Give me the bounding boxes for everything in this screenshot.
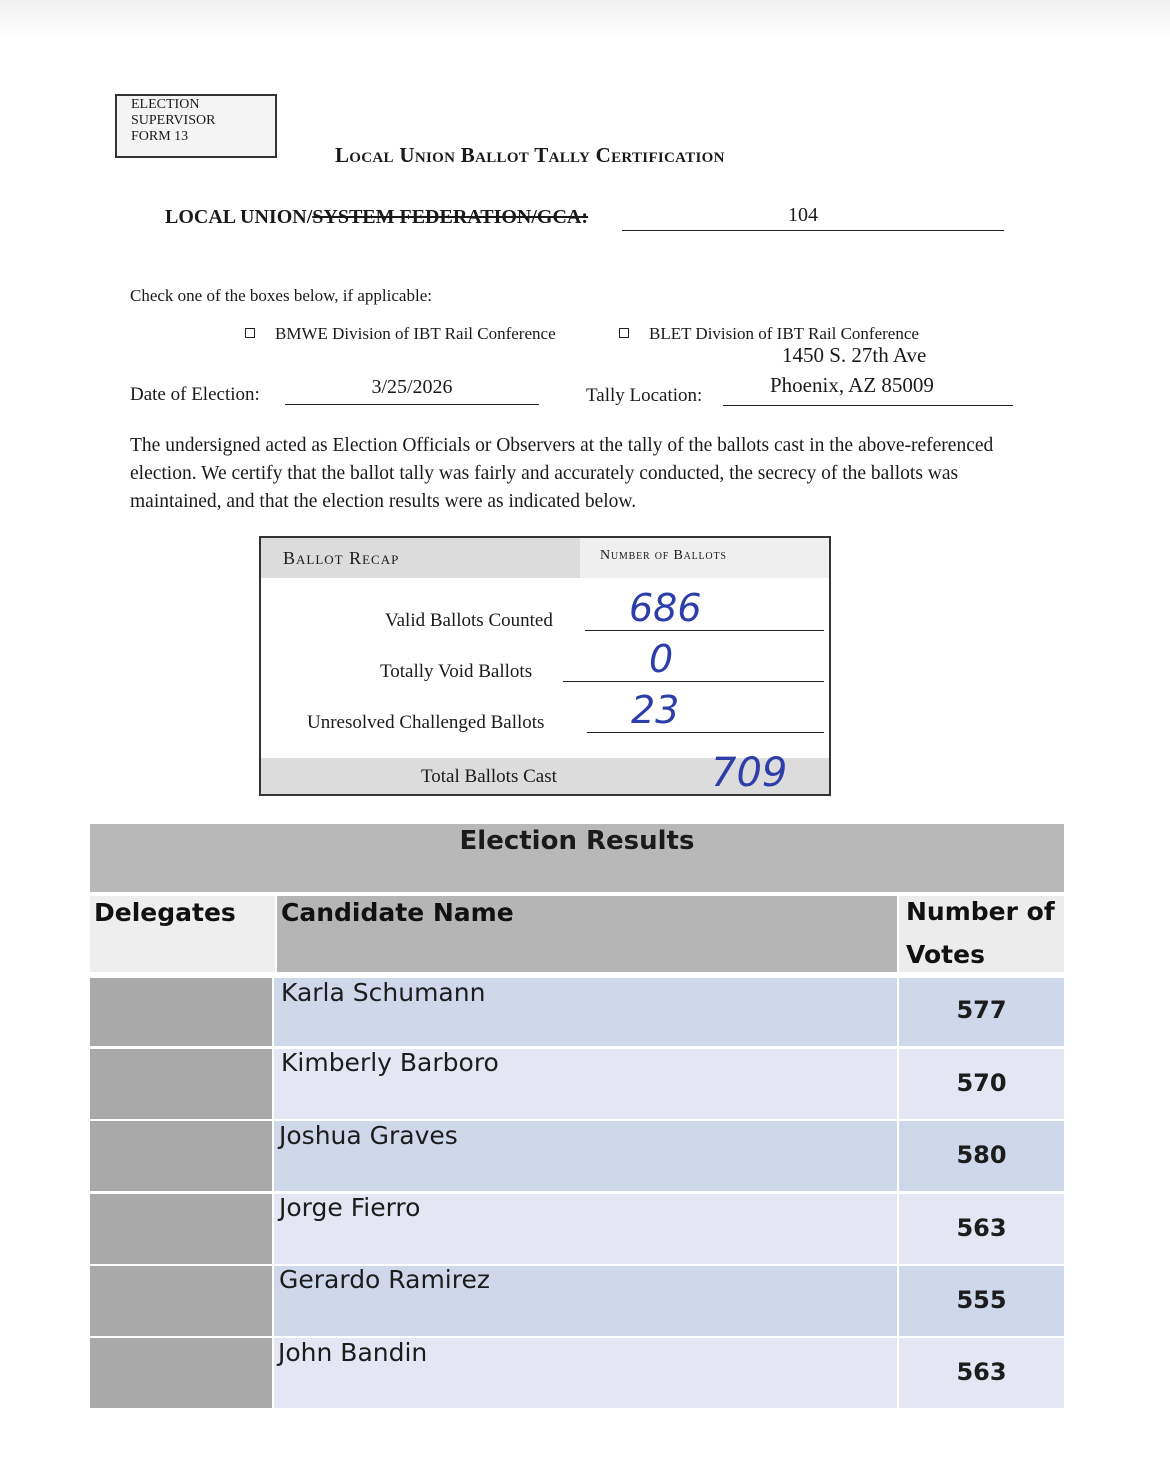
candidate-name: Joshua Graves xyxy=(279,1121,458,1150)
form-id-box xyxy=(115,94,277,158)
election-results-title: Election Results xyxy=(459,826,695,856)
candidate-votes: 563 xyxy=(956,1214,1007,1242)
candidate-votes: 555 xyxy=(956,1286,1007,1314)
date-of-election-underline xyxy=(285,404,539,405)
election-results-table xyxy=(88,824,1064,1408)
candidate-name: Karla Schumann xyxy=(281,978,486,1007)
number-of-votes-header xyxy=(906,898,1055,969)
tally-location-line-1[interactable]: 1450 S. 27th Ave xyxy=(782,343,927,367)
number-of-votes-header-line-1: Number of xyxy=(906,897,1055,926)
delegate-cell xyxy=(90,1194,272,1264)
void-ballots-value[interactable]: 0 xyxy=(649,637,674,681)
local-union-label-struck: SYSTEM FEDERATION/GCA: xyxy=(312,206,589,228)
tally-location-line-2[interactable]: Phoenix, AZ 85009 xyxy=(770,373,934,397)
bmwe-checkbox[interactable] xyxy=(245,328,255,338)
delegate-cell xyxy=(90,1121,272,1191)
number-of-ballots-title: Number of Ballots xyxy=(600,548,727,563)
valid-ballots-value[interactable]: 686 xyxy=(629,586,702,630)
delegate-cell xyxy=(90,1049,272,1119)
challenged-ballots-label: Unresolved Challenged Ballots xyxy=(307,712,545,733)
form-box-line-3: FORM 13 xyxy=(131,129,189,144)
local-union-underline xyxy=(622,230,1004,231)
candidate-votes: 577 xyxy=(956,996,1007,1024)
candidate-name: Jorge Fierro xyxy=(279,1193,421,1222)
delegate-cell xyxy=(90,1266,272,1336)
challenged-ballots-value[interactable]: 23 xyxy=(631,688,680,732)
page-top-shadow xyxy=(0,0,1170,40)
ballot-recap-box xyxy=(259,536,831,796)
blet-checkbox[interactable] xyxy=(619,328,629,338)
local-union-label xyxy=(165,206,588,229)
delegate-cell xyxy=(90,978,272,1046)
candidate-votes: 570 xyxy=(956,1069,1007,1097)
candidate-votes: 563 xyxy=(956,1358,1007,1386)
challenged-ballots-underline xyxy=(587,732,824,733)
date-of-election-value[interactable]: 3/25/2026 xyxy=(371,376,453,398)
ballot-recap-title: Ballot Recap xyxy=(283,548,400,568)
void-ballots-label: Totally Void Ballots xyxy=(380,661,533,682)
candidate-name: John Bandin xyxy=(278,1338,428,1367)
number-of-votes-header-line-2: Votes xyxy=(906,940,985,969)
valid-ballots-underline xyxy=(585,630,824,631)
total-ballots-label: Total Ballots Cast xyxy=(421,766,557,787)
form-box-line-1: ELECTION xyxy=(131,97,200,112)
candidate-name: Kimberly Barboro xyxy=(281,1048,499,1077)
certification-statement: The undersigned acted as Election Officials or Observers at the tally of the ballots cast in the above-referenced election. We certify that the ballot tally was fairly and accurately conducted, the secrecy of the ballots was maintained, and that the election results were as indicated below. xyxy=(130,435,994,512)
candidate-votes: 580 xyxy=(956,1141,1007,1169)
tally-location-label: Tally Location: xyxy=(586,385,703,406)
delegates-header: Delegates xyxy=(94,898,236,927)
document-title: Local Union Ballot Tally Certification xyxy=(335,143,725,167)
checkbox-instructions: Check one of the boxes below, if applicable: xyxy=(130,286,432,305)
delegate-cell xyxy=(90,1338,272,1408)
form-box-line-2: SUPERVISOR xyxy=(131,113,216,128)
tally-location-underline xyxy=(723,405,1013,406)
total-ballots-value[interactable]: 709 xyxy=(711,750,788,796)
candidate-name-header: Candidate Name xyxy=(281,898,514,927)
local-union-value[interactable]: 104 xyxy=(788,204,818,226)
candidate-name: Gerardo Ramirez xyxy=(279,1265,490,1294)
blet-checkbox-label: BLET Division of IBT Rail Conference xyxy=(649,324,919,343)
bmwe-checkbox-label: BMWE Division of IBT Rail Conference xyxy=(275,324,556,343)
local-union-label-main: LOCAL UNION/ xyxy=(165,206,313,228)
date-of-election-label: Date of Election: xyxy=(130,384,260,405)
valid-ballots-label: Valid Ballots Counted xyxy=(385,610,553,631)
void-ballots-underline xyxy=(563,681,824,682)
